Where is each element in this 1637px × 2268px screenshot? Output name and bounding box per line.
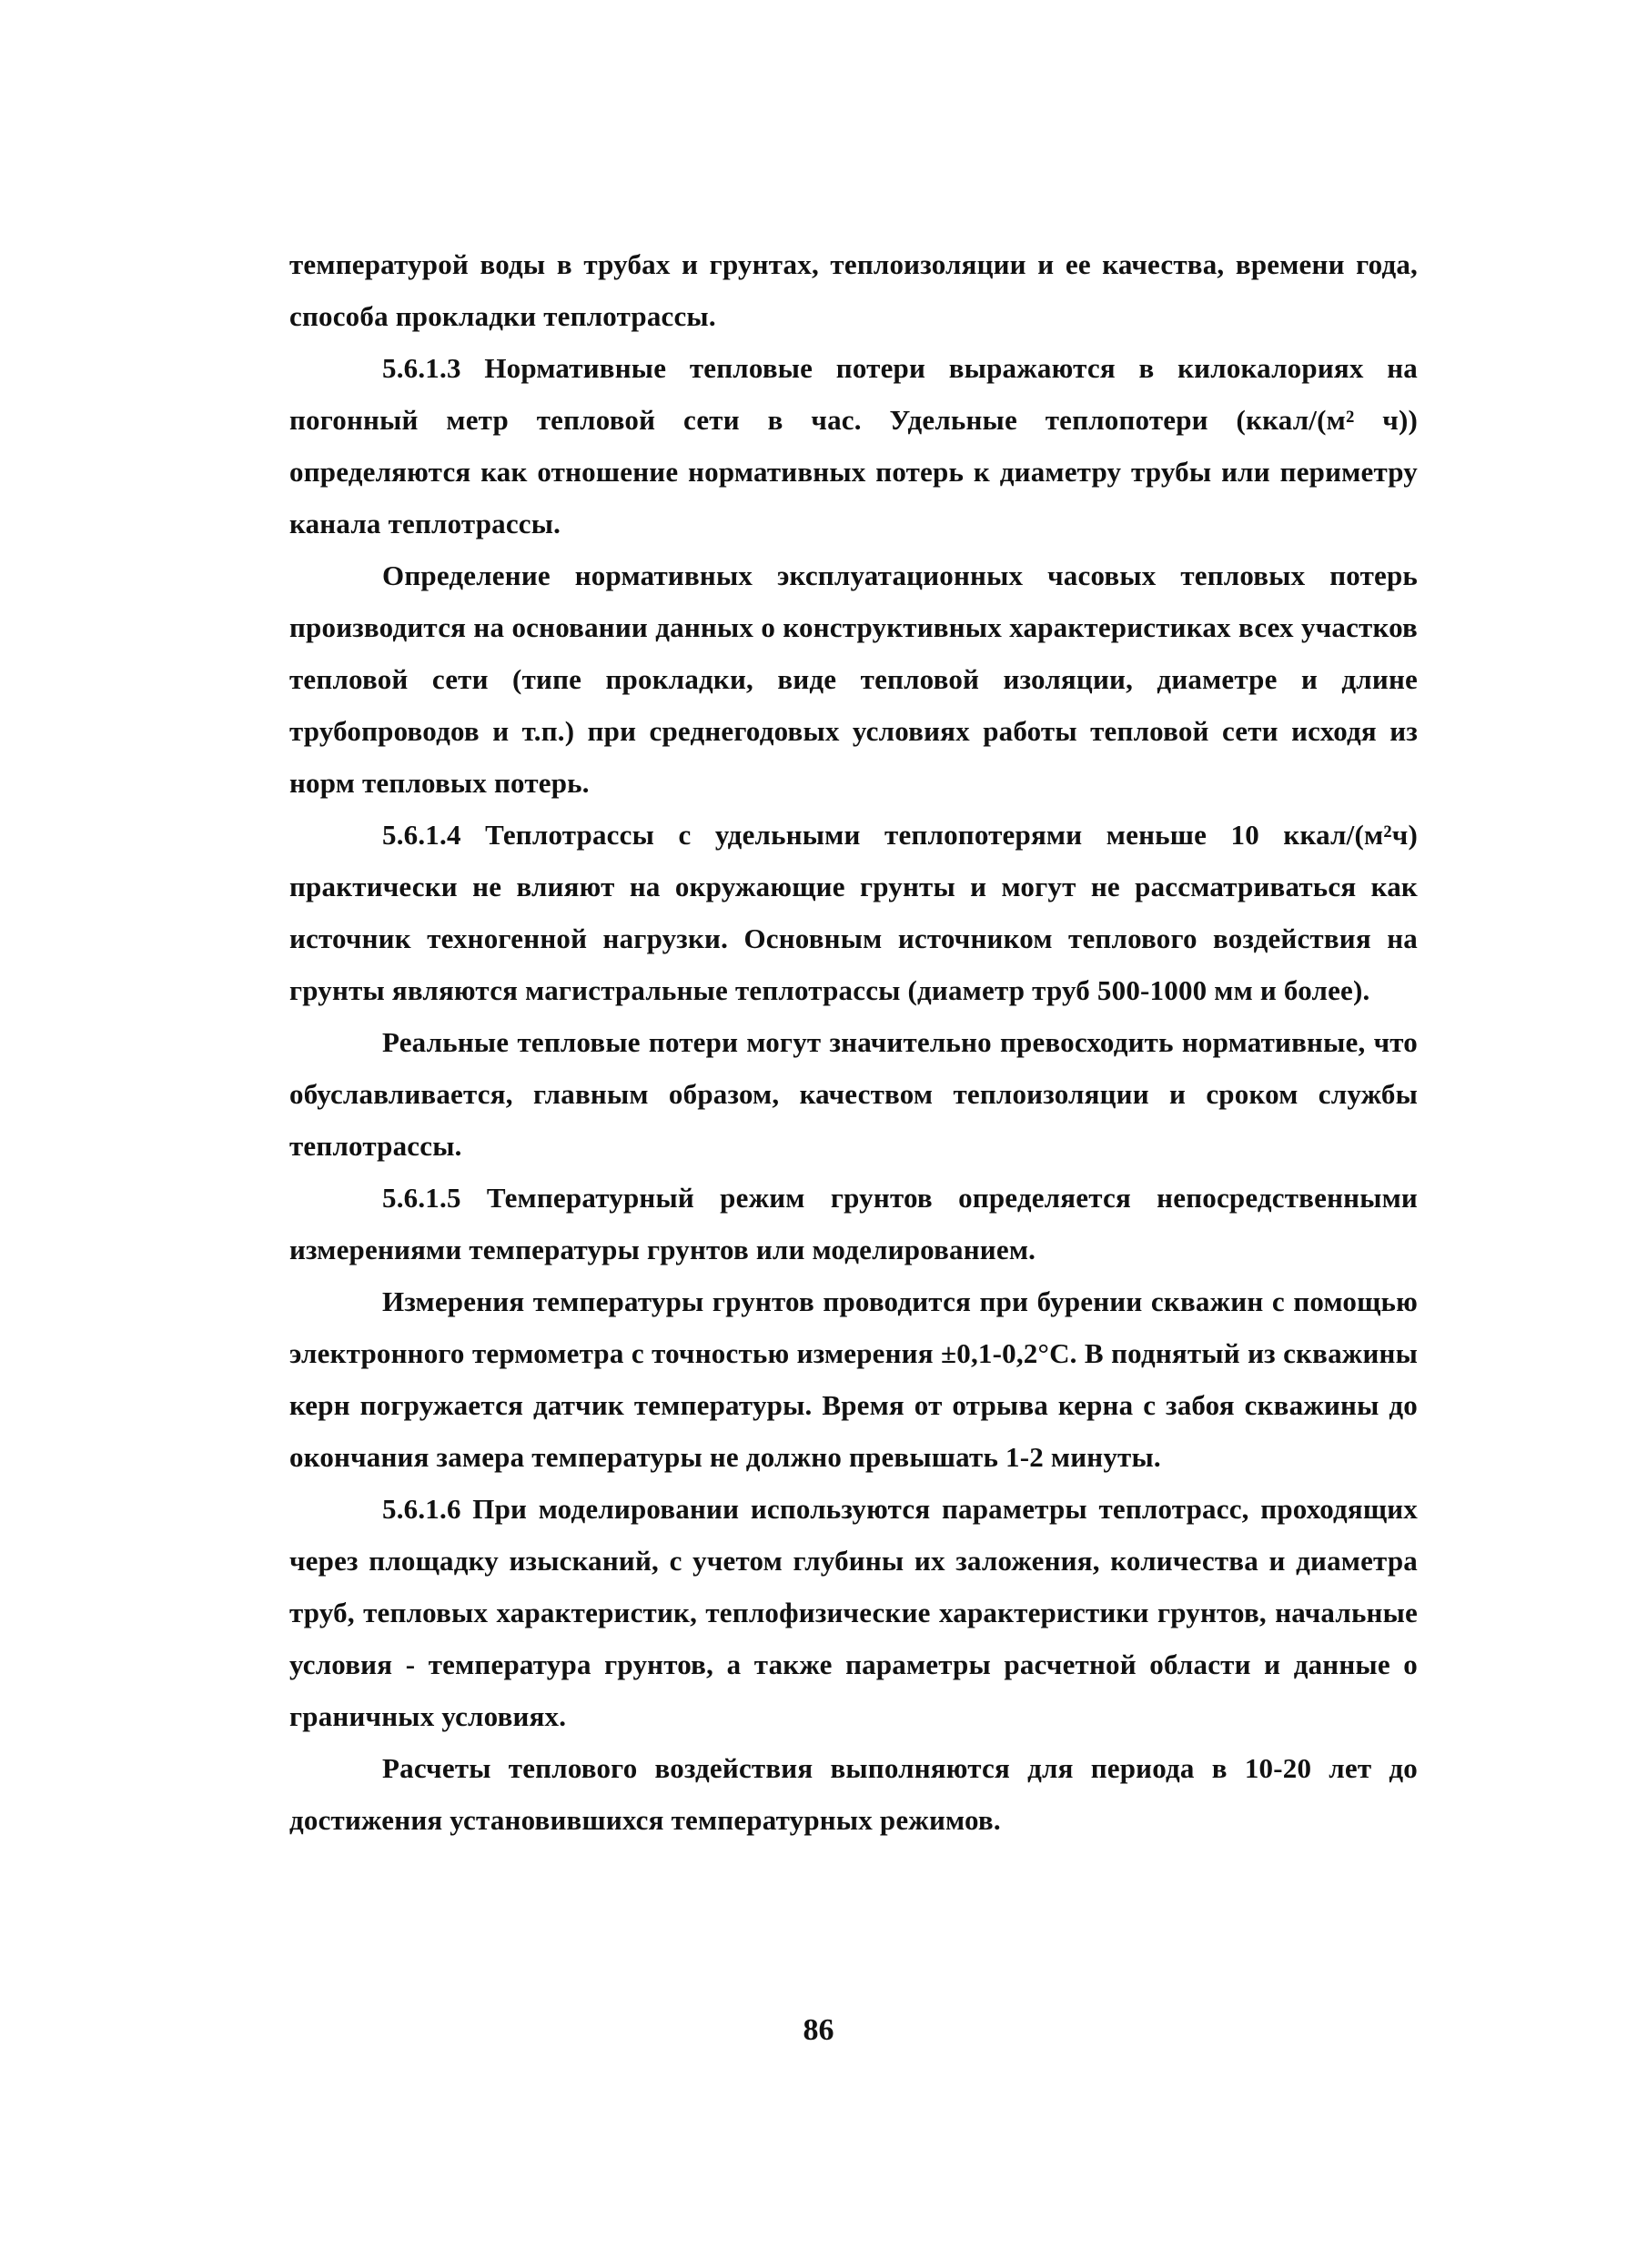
paragraph-continuation: температурой воды в трубах и грунтах, теплоизоляции и ее качества, времени года, способа прокладки теплотрассы.	[289, 248, 1418, 332]
paragraph-normative-losses: Определение нормативных эксплуатационных часовых тепловых потерь производится на основании данных о конструктивных характеристиках всех участков тепловой сети (типе прокладки, виде тепловой изоляции, диаметре и длине трубопроводов и т.п.) при среднегодовых условиях работы тепловой сети исходя из норм тепловых потерь.	[289, 559, 1418, 799]
paragraph-real-losses: Реальные тепловые потери могут значительно превосходить нормативные, что обуславливается, главным образом, качеством теплоизоляции и сроком службы теплотрассы.	[289, 1026, 1418, 1162]
page-number: 86	[803, 2013, 834, 2047]
paragraph-measurements: Измерения температуры грунтов проводится при бурении скважин с помощью электронного термометра с точностью измерения ±0,1-0,2°С. В поднятый из скважины керн погружается датчик температуры. Время от отрыва керна с забоя скважины до окончания замера температуры не должно превышать 1-2 минуты.	[289, 1285, 1418, 1473]
paragraph-5-6-1-4: 5.6.1.4 Теплотрассы с удельными теплопотерями меньше 10 ккал/(м²ч) практически не влияют на окружающие грунты и могут не рассматриваться как источник техногенной нагрузки. Основным источником теплового воздействия на грунты являются магистральные теплотрассы (диаметр труб 500-1000 мм и более).	[289, 819, 1418, 1006]
paragraph-5-6-1-5: 5.6.1.5 Температурный режим грунтов определяется непосредственными измерениями температуры грунтов или моделированием.	[289, 1182, 1418, 1265]
paragraph-5-6-1-6: 5.6.1.6 При моделировании используются параметры теплотрасс, проходящих через площадку изысканий, с учетом глубины их заложения, количества и диаметра труб, тепловых характеристик, теплофизические характеристики грунтов, начальные условия - температура грунтов, а также параметры расчетной области и данные о граничных условиях.	[289, 1493, 1418, 1732]
body-text	[289, 238, 1418, 1846]
paragraph-5-6-1-3: 5.6.1.3 Нормативные тепловые потери выражаются в килокалориях на погонный метр тепловой сети в час. Удельные теплопотери (ккал/(м² ч)) определяются как отношение нормативных потерь к диаметру трубы или периметру канала теплотрассы.	[289, 352, 1418, 539]
paragraph-calculations: Расчеты теплового воздействия выполняются для периода в 10-20 лет до достижения установившихся температурных режимов.	[289, 1752, 1418, 1836]
